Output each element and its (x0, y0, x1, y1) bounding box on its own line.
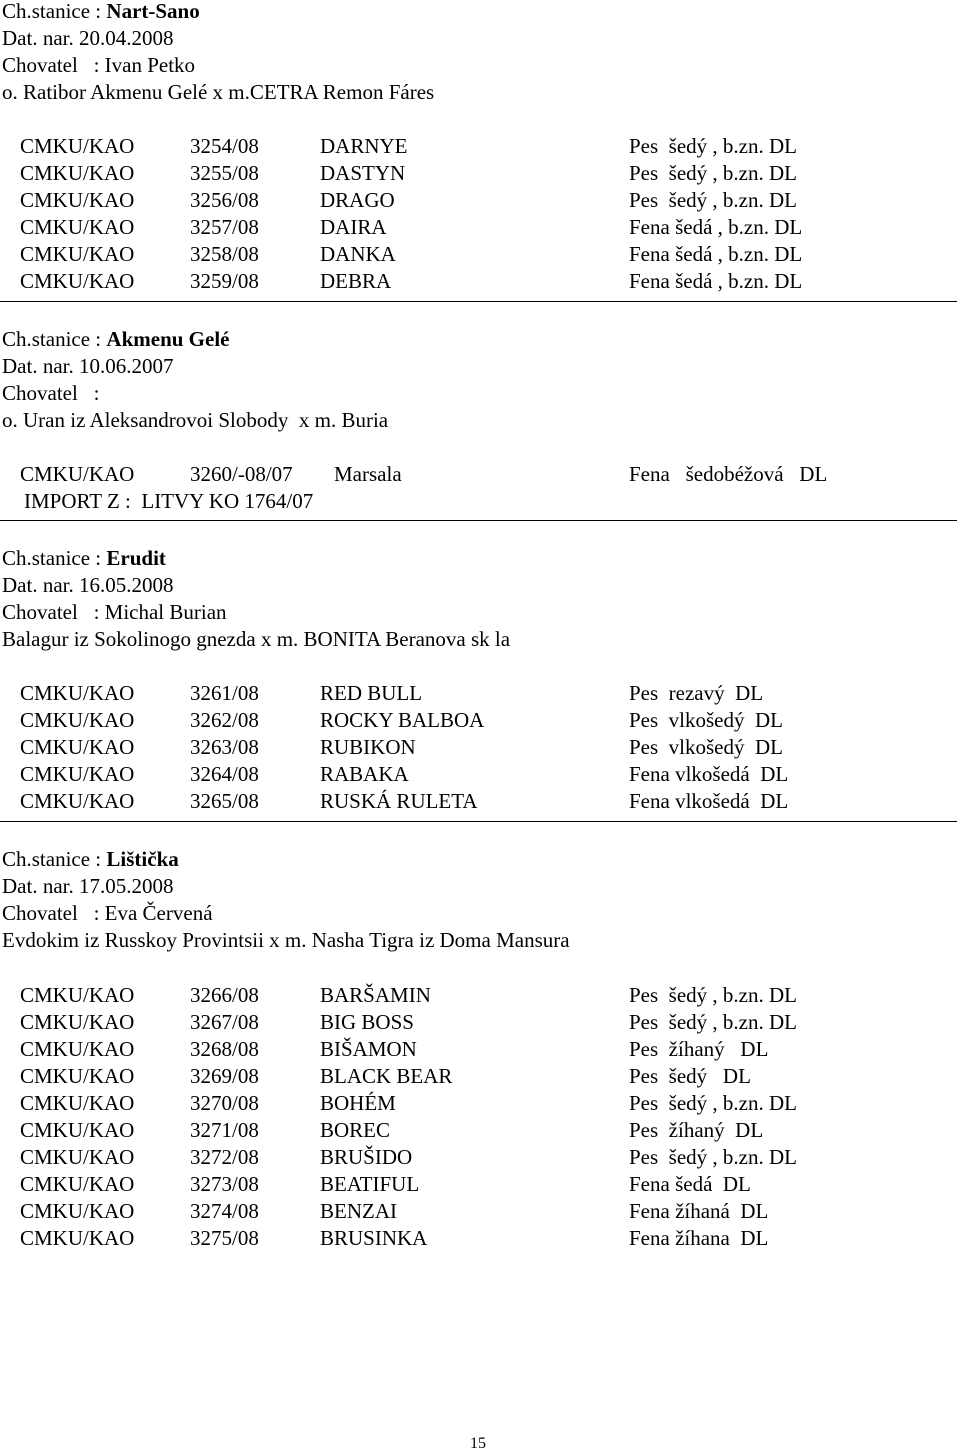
registry-cell: CMKU/KAO (20, 134, 135, 158)
table-row (20, 1009, 950, 1036)
number-cell: 3265/08 (190, 789, 259, 813)
page-number: 15 (470, 1435, 486, 1452)
table-row (20, 1225, 950, 1252)
number-cell: 3255/08 (190, 161, 259, 185)
registry-cell: CMKU/KAO (20, 681, 135, 705)
station-heading (2, 545, 166, 572)
registry-cell: CMKU/KAO (20, 1226, 135, 1250)
table-row (20, 461, 950, 488)
parents: o. Uran iz Aleksandrovoi Slobody x m. Buria (2, 408, 389, 432)
registry-cell: CMKU/KAO (20, 242, 135, 266)
description-cell: Fena žíhaná DL (629, 1199, 769, 1223)
description-cell: Fena šedobéžová DL (629, 462, 828, 486)
description-cell: Pes rezavý DL (629, 681, 764, 705)
parents: Evdokim iz Russkoy Provintsii x m. Nasha Tigra iz Doma Mansura (2, 928, 570, 952)
description-cell: Pes šedý , b.zn. DL (629, 161, 797, 185)
registry-cell: CMKU/KAO (20, 269, 135, 293)
table-row (20, 734, 950, 761)
dog-name-cell: BRUSINKA (320, 1226, 428, 1250)
table-row (20, 214, 950, 241)
description-cell: Fena šedá DL (629, 1172, 751, 1196)
number-cell: 3269/08 (190, 1064, 259, 1088)
breeder: Chovatel : Eva Červená (2, 901, 213, 925)
description-cell: Pes šedý , b.zn. DL (629, 983, 797, 1007)
dog-name-cell: ROCKY BALBOA (320, 708, 485, 732)
table-row (20, 1198, 950, 1225)
registry-cell: CMKU/KAO (20, 161, 135, 185)
table-row (20, 160, 950, 187)
number-cell: 3262/08 (190, 708, 259, 732)
table-row (20, 982, 950, 1009)
dog-name-cell: BRUŠIDO (320, 1145, 413, 1169)
number-cell: 3261/08 (190, 681, 259, 705)
registry-cell: CMKU/KAO (20, 735, 135, 759)
dog-name-cell: DRAGO (320, 188, 395, 212)
station-name: Nart-Sano (106, 0, 200, 23)
registry-cell: CMKU/KAO (20, 1118, 135, 1142)
description-cell: Fena šedá , b.zn. DL (629, 242, 803, 266)
description-cell: Pes šedý DL (629, 1064, 751, 1088)
registry-cell: CMKU/KAO (20, 708, 135, 732)
birth-date: Dat. nar. 17.05.2008 (2, 874, 174, 898)
number-cell: 3263/08 (190, 735, 259, 759)
number-cell: 3258/08 (190, 242, 259, 266)
table-row (20, 187, 950, 214)
station-name: Erudit (106, 546, 166, 570)
birth-date: Dat. nar. 10.06.2007 (2, 354, 174, 378)
dog-name-cell: BENZAI (320, 1199, 397, 1223)
table-row (20, 268, 950, 295)
dog-name-cell: DEBRA (320, 269, 392, 293)
registry-cell: CMKU/KAO (20, 789, 135, 813)
dog-name-cell: BLACK BEAR (320, 1064, 453, 1088)
birth-date: Dat. nar. 16.05.2008 (2, 573, 174, 597)
description-cell: Fena šedá , b.zn. DL (629, 215, 803, 239)
registry-cell: CMKU/KAO (20, 1064, 135, 1088)
registry-cell: CMKU/KAO (20, 1091, 135, 1115)
section-divider (0, 520, 957, 521)
description-cell: Pes šedý , b.zn. DL (629, 1010, 797, 1034)
dog-name-cell: Marsala (334, 462, 402, 486)
number-cell: 3259/08 (190, 269, 259, 293)
dog-name-cell: BIG BOSS (320, 1010, 414, 1034)
section-divider (0, 301, 957, 302)
dog-name-cell: RED BULL (320, 681, 423, 705)
description-cell: Pes šedý , b.zn. DL (629, 188, 797, 212)
registry-cell: CMKU/KAO (20, 215, 135, 239)
table-row (20, 1090, 950, 1117)
number-cell: 3266/08 (190, 983, 259, 1007)
dog-name-cell: BOREC (320, 1118, 391, 1142)
number-cell: 3260/-08/07 (190, 462, 293, 486)
station-name: Akmenu Gelé (106, 327, 230, 351)
import-note: IMPORT Z : LITVY KO 1764/07 (24, 489, 314, 513)
description-cell: Pes šedý , b.zn. DL (629, 134, 797, 158)
dog-name-cell: RUBIKON (320, 735, 416, 759)
table-row (20, 133, 950, 160)
description-cell: Pes šedý , b.zn. DL (629, 1091, 797, 1115)
dog-name-cell: RABAKA (320, 762, 409, 786)
birth-date: Dat. nar. 20.04.2008 (2, 26, 174, 50)
dog-name-cell: RUSKÁ RULETA (320, 789, 478, 813)
description-cell: Fena vlkošedá DL (629, 789, 789, 813)
table-row (20, 761, 950, 788)
number-cell: 3271/08 (190, 1118, 259, 1142)
description-cell: Fena vlkošedá DL (629, 762, 789, 786)
station-label: Ch.stanice : (2, 327, 102, 351)
table-row (20, 1063, 950, 1090)
dog-name-cell: BIŠAMON (320, 1037, 417, 1061)
table-row (20, 1144, 950, 1171)
dog-name-cell: DASTYN (320, 161, 406, 185)
parents: Balagur iz Sokolinogo gnezda x m. BONITA Beranova sk la (2, 627, 511, 651)
station-heading (2, 0, 200, 25)
number-cell: 3257/08 (190, 215, 259, 239)
registry-cell: CMKU/KAO (20, 983, 135, 1007)
registry-cell: CMKU/KAO (20, 1037, 135, 1061)
description-cell: Fena žíhana DL (629, 1226, 769, 1250)
number-cell: 3274/08 (190, 1199, 259, 1223)
dog-name-cell: DARNYE (320, 134, 408, 158)
number-cell: 3256/08 (190, 188, 259, 212)
dog-name-cell: BARŠAMIN (320, 983, 431, 1007)
description-cell: Pes žíhaný DL (629, 1118, 764, 1142)
parents: o. Ratibor Akmenu Gelé x m.CETRA Remon Fáres (2, 80, 435, 104)
registry-cell: CMKU/KAO (20, 1199, 135, 1223)
description-cell: Fena šedá , b.zn. DL (629, 269, 803, 293)
number-cell: 3268/08 (190, 1037, 259, 1061)
registry-cell: CMKU/KAO (20, 762, 135, 786)
breeder: Chovatel : (2, 381, 100, 405)
dog-name-cell: BOHÉM (320, 1091, 396, 1115)
station-heading (2, 326, 229, 353)
table-row (20, 1171, 950, 1198)
table-row (20, 1117, 950, 1144)
table-row (20, 1036, 950, 1063)
description-cell: Pes šedý , b.zn. DL (629, 1145, 797, 1169)
dog-name-cell: DANKA (320, 242, 396, 266)
number-cell: 3254/08 (190, 134, 259, 158)
description-cell: Pes vlkošedý DL (629, 735, 783, 759)
station-label: Ch.stanice : (2, 847, 102, 871)
station-label: Ch.stanice : (2, 0, 102, 23)
number-cell: 3275/08 (190, 1226, 259, 1250)
table-row (20, 241, 950, 268)
table-row (20, 788, 950, 815)
table-row (20, 680, 950, 707)
dog-name-cell: BEATIFUL (320, 1172, 420, 1196)
dog-name-cell: DAIRA (320, 215, 387, 239)
registry-cell: CMKU/KAO (20, 1172, 135, 1196)
table-row (20, 707, 950, 734)
description-cell: Pes vlkošedý DL (629, 708, 783, 732)
section-divider (0, 821, 957, 822)
number-cell: 3272/08 (190, 1145, 259, 1169)
station-name: Lištička (106, 847, 179, 871)
breeder: Chovatel : Michal Burian (2, 600, 227, 624)
registry-cell: CMKU/KAO (20, 1010, 135, 1034)
number-cell: 3264/08 (190, 762, 259, 786)
number-cell: 3270/08 (190, 1091, 259, 1115)
description-cell: Pes žíhaný DL (629, 1037, 769, 1061)
number-cell: 3267/08 (190, 1010, 259, 1034)
station-heading (2, 846, 179, 873)
registry-cell: CMKU/KAO (20, 1145, 135, 1169)
registry-cell: CMKU/KAO (20, 188, 135, 212)
number-cell: 3273/08 (190, 1172, 259, 1196)
breeder: Chovatel : Ivan Petko (2, 53, 196, 77)
registry-cell: CMKU/KAO (20, 462, 135, 486)
station-label: Ch.stanice : (2, 546, 102, 570)
